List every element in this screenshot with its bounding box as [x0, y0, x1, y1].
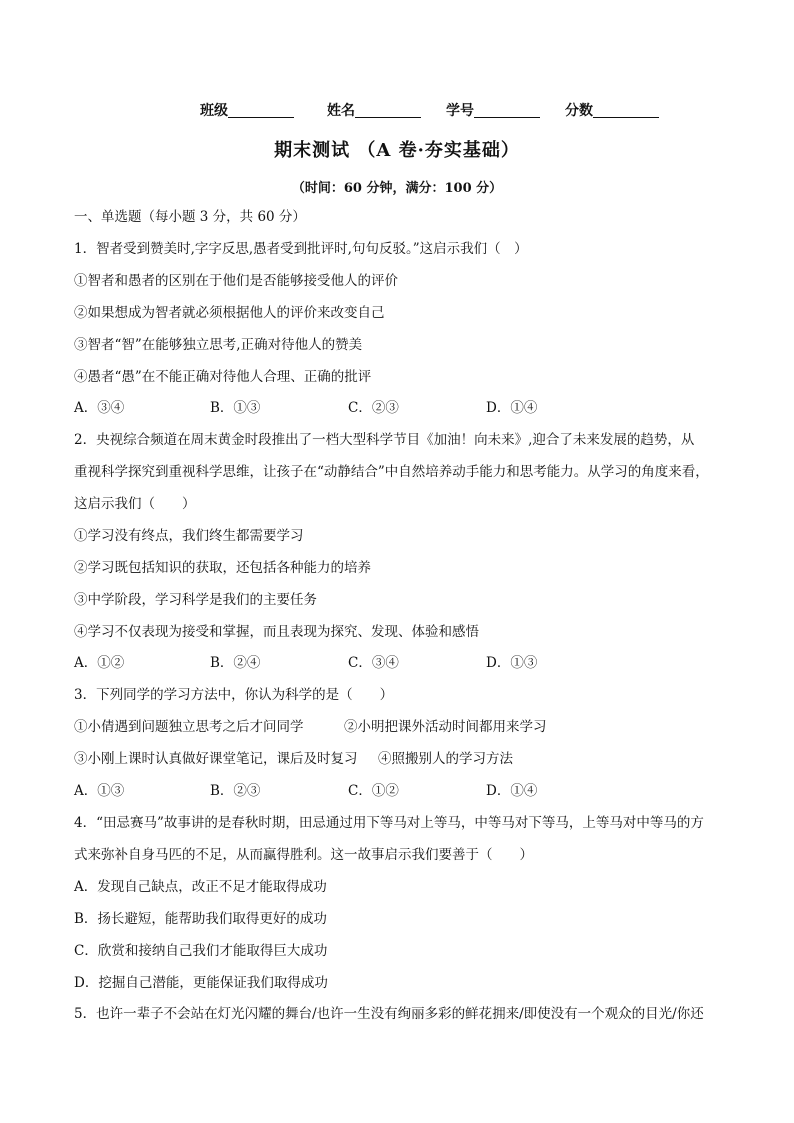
q3-option-c[interactable]: C．①②	[348, 783, 399, 799]
score-label: 分数	[565, 103, 593, 119]
q3-item-3: ③小刚上课时认真做好课堂笔记，课后及时复习	[74, 751, 358, 767]
q2-item-4: ④学习不仅表现为接受和掌握，而且表现为探究、发现、体验和感悟	[74, 624, 479, 640]
q1-stem: 1．智者受到赞美时,字字反思,愚者受到批评时,句句反驳。”这启示我们（ ）	[74, 241, 528, 257]
q3-item-4: ④照搬别人的学习方法	[378, 751, 513, 767]
q1-option-a[interactable]: A．③④	[74, 400, 125, 416]
q1-item-4: ④愚者“愚”在不能正确对待他人合理、正确的批评	[74, 369, 372, 385]
q4-stem-line-1: 4．“田忌赛马”故事讲的是春秋时期，田忌通过用下等马对上等马，中等马对下等马，上等马对中等马的方	[74, 815, 704, 831]
class-blank[interactable]	[228, 101, 294, 118]
score-field[interactable]	[565, 100, 659, 120]
section-heading: 一、单选题（每小题 3 分，共 60 分）	[74, 209, 306, 225]
q1-item-1: ①智者和愚者的区别在于他们是否能够接受他人的评价	[74, 273, 398, 289]
q2-stem-line-1: 2．央视综合频道在周末黄金时段推出了一档大型科学节目《加油！向未来》,迎合了未来发展的趋势，从	[74, 432, 695, 448]
name-blank[interactable]	[355, 101, 421, 118]
q3-stem: 3．下列同学的学习方法中，你认为科学的是（ ）	[74, 687, 394, 703]
exam-subtitle: （时间：60 分钟，满分：100 分）	[291, 181, 503, 196]
q1-item-2: ②如果想成为智者就必须根据他人的评价来改变自己	[74, 305, 385, 321]
q3-option-b[interactable]: B．②③	[210, 783, 261, 799]
student-info-row	[200, 100, 680, 124]
q2-option-b[interactable]: B．②④	[210, 655, 261, 671]
student-id-blank[interactable]	[474, 101, 540, 118]
q1-option-c[interactable]: C．②③	[348, 400, 399, 416]
q4-choice-a[interactable]: A．发现自己缺点，改正不足才能取得成功	[74, 879, 327, 895]
class-label: 班级	[200, 103, 228, 119]
q2-item-1: ①学习没有终点，我们终生都需要学习	[74, 528, 304, 544]
name-field[interactable]	[327, 100, 421, 120]
q1-option-b[interactable]: B．①③	[210, 400, 261, 416]
student-id-field[interactable]	[446, 100, 540, 120]
q2-item-2: ②学习既包括知识的获取，还包括各种能力的培养	[74, 560, 371, 576]
q3-item-1: ①小倩遇到问题独立思考之后才问同学	[74, 719, 304, 735]
q2-item-3: ③中学阶段，学习科学是我们的主要任务	[74, 592, 317, 608]
q2-stem-line-3: 这启示我们（ ）	[74, 496, 196, 512]
q4-choice-d[interactable]: D．挖掘自己潜能，更能保证我们取得成功	[74, 975, 328, 991]
q2-option-a[interactable]: A．①②	[74, 655, 125, 671]
q2-option-c[interactable]: C．③④	[348, 655, 399, 671]
name-label: 姓名	[327, 103, 355, 119]
q3-option-a[interactable]: A．①③	[74, 783, 125, 799]
q4-stem-line-2: 式来弥补自身马匹的不足，从而赢得胜利。这一故事启示我们要善于（ ）	[74, 847, 533, 863]
q3-item-2: ②小明把课外活动时间都用来学习	[344, 719, 547, 735]
q4-choice-c[interactable]: C．欣赏和接纳自己我们才能取得巨大成功	[74, 943, 328, 959]
class-field[interactable]	[200, 100, 294, 120]
q4-choice-b[interactable]: B．扬长避短，能帮助我们取得更好的成功	[74, 911, 327, 927]
student-id-label: 学号	[446, 103, 474, 119]
exam-title: 期末测试 （A 卷·夯实基础）	[274, 140, 520, 161]
q3-option-d[interactable]: D．①④	[486, 783, 538, 799]
q2-stem-line-2: 重视科学探究到重视科学思维，让孩子在“动静结合”中自然培养动手能力和思考能力。从学习的角度来看，	[74, 464, 709, 480]
q1-option-d[interactable]: D．①④	[486, 400, 538, 416]
q2-option-d[interactable]: D．①③	[486, 655, 538, 671]
q1-item-3: ③智者“智”在能够独立思考,正确对待他人的赞美	[74, 337, 363, 353]
score-blank[interactable]	[593, 101, 659, 118]
q5-stem: 5．也许一辈子不会站在灯光闪耀的舞台/也许一生没有绚丽多彩的鲜花拥来/即使没有一个观众的目光/你还	[74, 1006, 704, 1022]
